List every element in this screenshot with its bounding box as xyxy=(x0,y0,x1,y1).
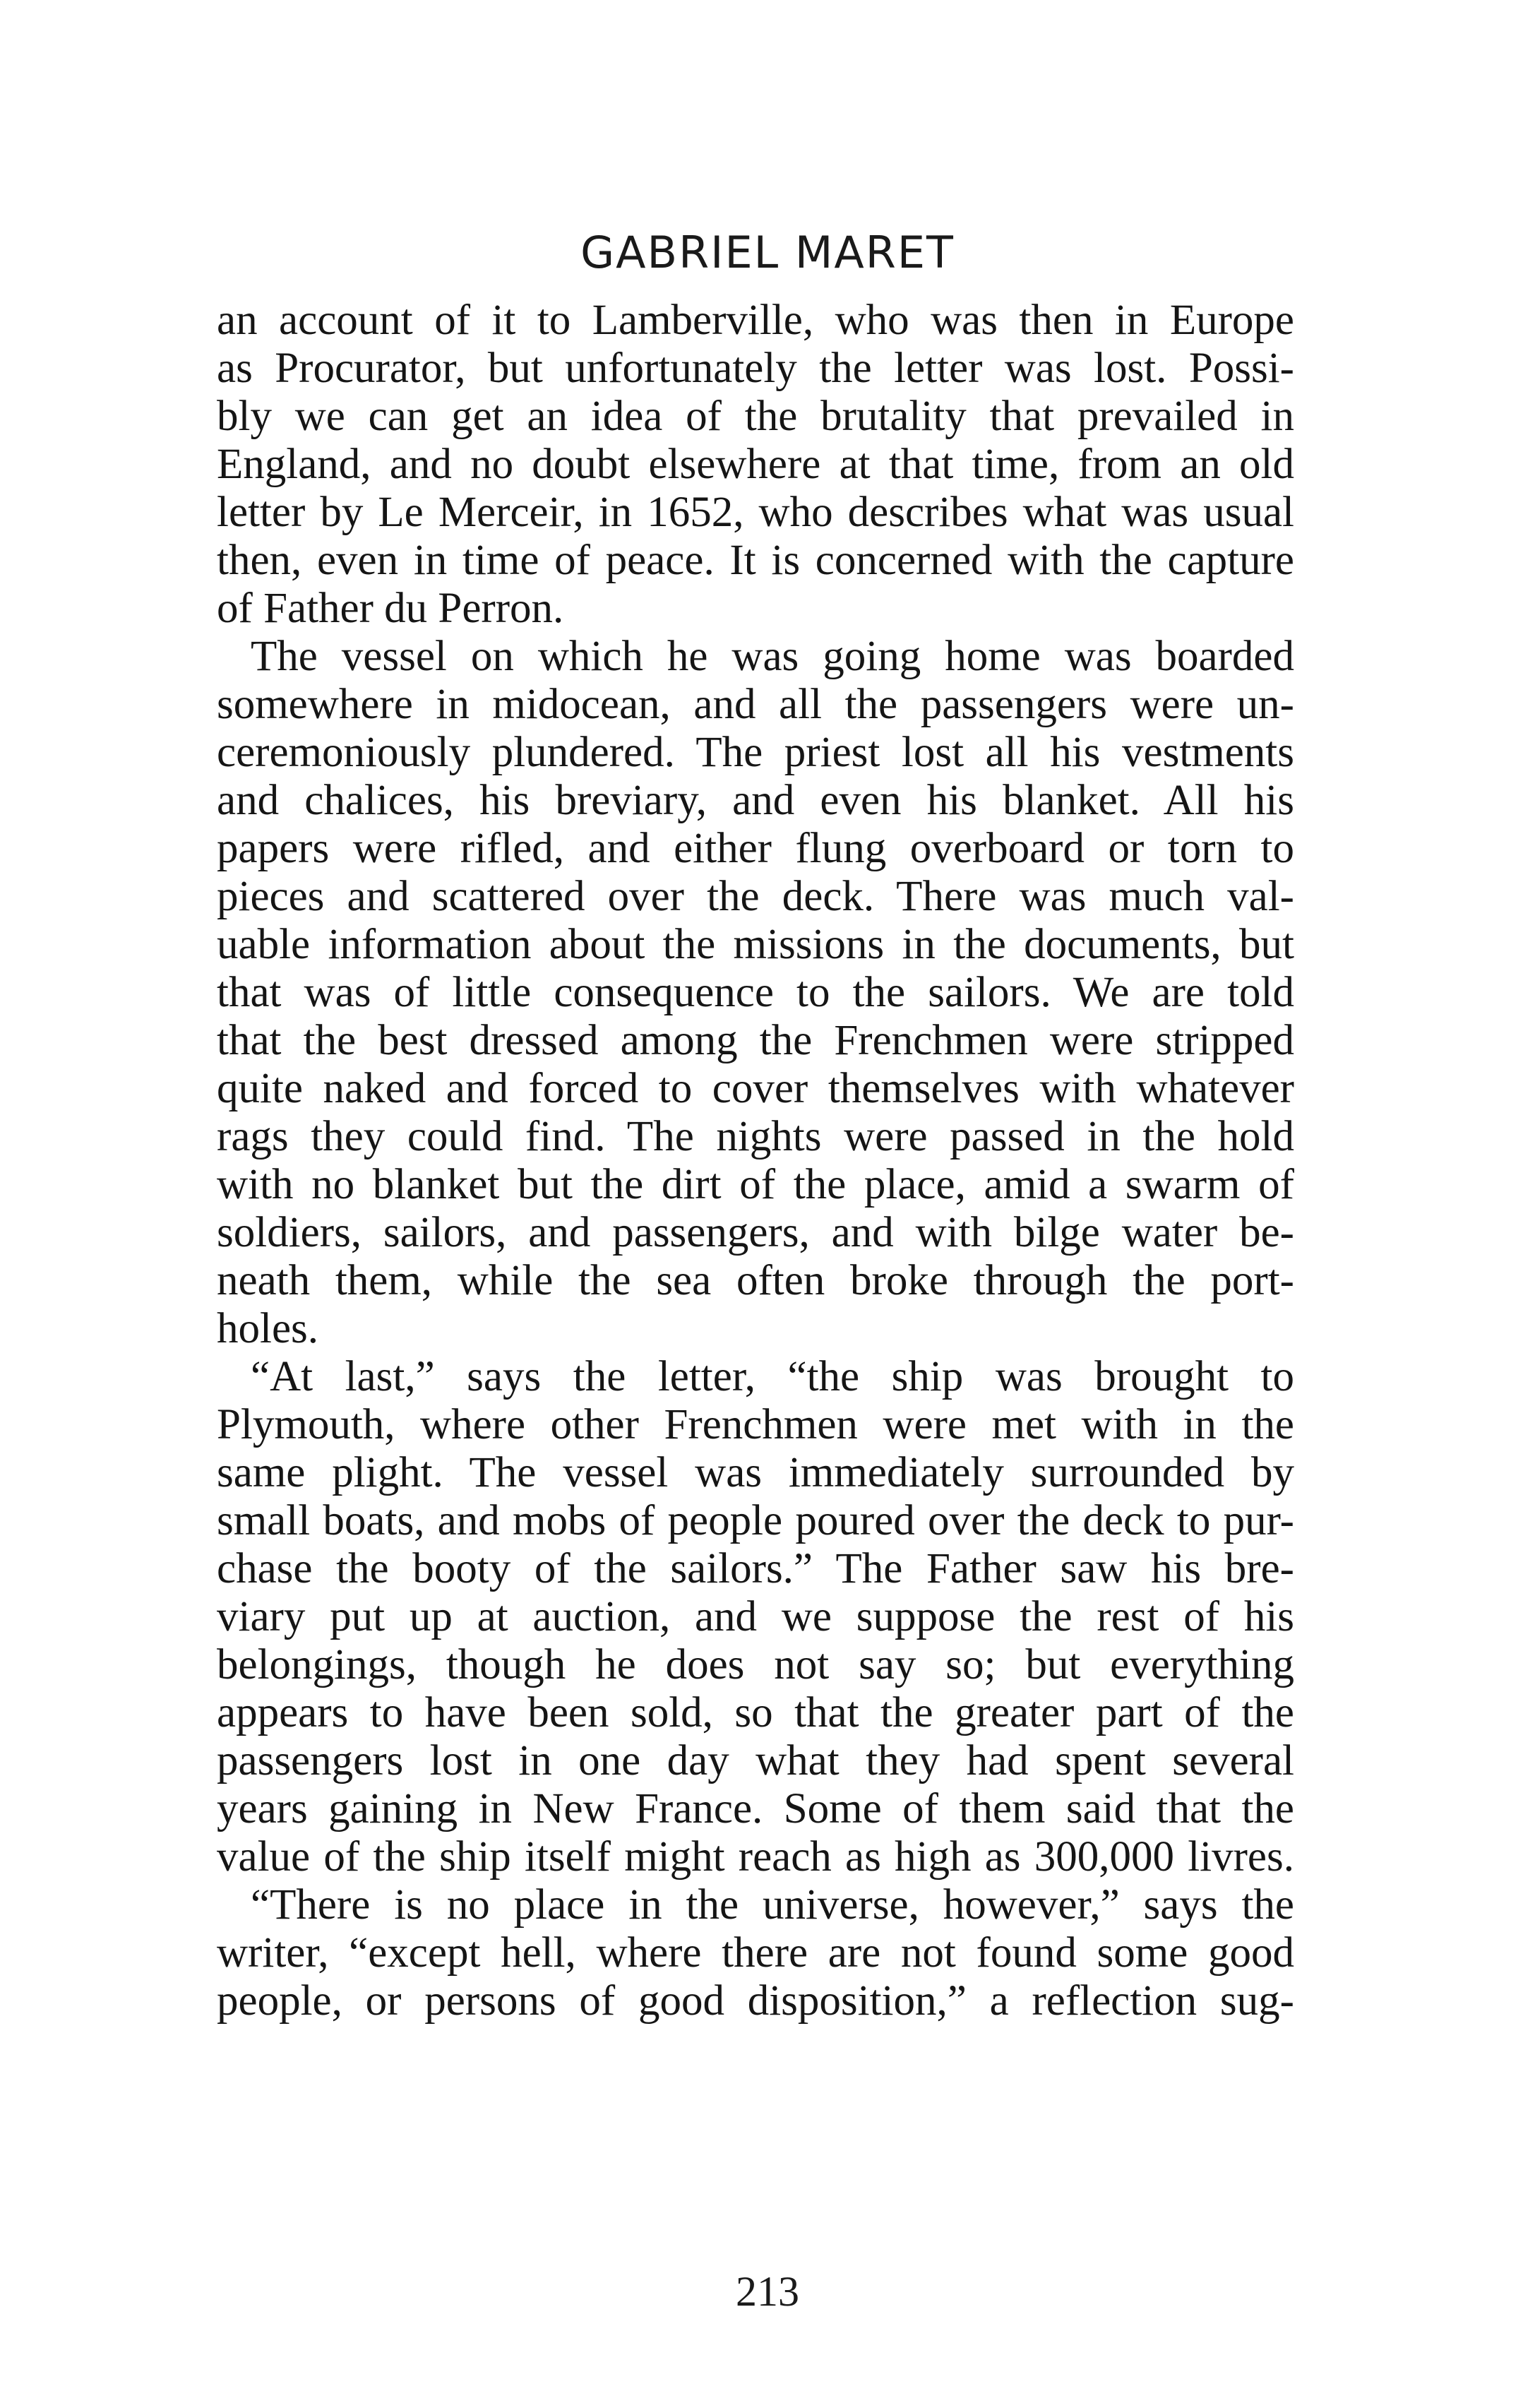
text-line: viary put up at auction, and we suppose the rest of his xyxy=(217,1593,1294,1640)
text-line: belongings, though he does not say so; but everything xyxy=(217,1641,1294,1688)
text-line: writer, “except hell, where there are not found some good xyxy=(217,1929,1294,1977)
text-line: bly we can get an idea of the brutality that prevailed in xyxy=(217,393,1294,440)
running-head: GABRIEL MARET xyxy=(580,227,955,278)
text-line: of Father du Perron. xyxy=(217,585,564,632)
text-line: uable information about the missions in the documents, but xyxy=(217,921,1294,968)
text-line: The vessel on which he was going home was boarded xyxy=(251,633,1294,680)
text-line: and chalices, his breviary, and even his blanket. All his xyxy=(217,777,1294,824)
text-line: passengers lost in one day what they had spent several xyxy=(217,1737,1294,1784)
text-line: holes. xyxy=(217,1305,319,1352)
text-line: soldiers, sailors, and passengers, and with bilge water be- xyxy=(217,1209,1294,1256)
text-line: as Procurator, but unfortunately the letter was lost. Possi- xyxy=(217,345,1294,392)
text-line: small boats, and mobs of people poured over the deck to pur- xyxy=(217,1497,1294,1544)
text-line: “There is no place in the universe, however,” says the xyxy=(251,1881,1294,1929)
text-line: letter by Le Merceir, in 1652, who describes what was usual xyxy=(217,489,1294,536)
text-line: same plight. The vessel was immediately surrounded by xyxy=(217,1449,1294,1496)
text-line: rags they could find. The nights were passed in the hold xyxy=(217,1113,1294,1160)
text-line: somewhere in midocean, and all the passengers were un- xyxy=(217,681,1294,728)
text-line: chase the booty of the sailors.” The Father saw his bre- xyxy=(217,1545,1294,1592)
text-line: “At last,” says the letter, “the ship was brought to xyxy=(251,1353,1294,1400)
text-line: appears to have been sold, so that the greater part of the xyxy=(217,1689,1294,1736)
text-line: papers were rifled, and either flung overboard or torn to xyxy=(217,825,1294,872)
text-line: pieces and scattered over the deck. There was much val- xyxy=(217,873,1294,920)
text-line: ceremoniously plundered. The priest lost all his vestments xyxy=(217,729,1294,776)
text-line: neath them, while the sea often broke through the port- xyxy=(217,1257,1294,1304)
text-line: people, or persons of good disposition,” a reflection sug- xyxy=(217,1977,1294,2025)
text-line: years gaining in New France. Some of them said that the xyxy=(217,1785,1294,1832)
text-line: an account of it to Lamberville, who was then in Europe xyxy=(217,297,1294,344)
text-line: that was of little consequence to the sailors. We are told xyxy=(217,969,1294,1016)
text-line: quite naked and forced to cover themselves with whatever xyxy=(217,1065,1294,1112)
text-line: that the best dressed among the Frenchmen were stripped xyxy=(217,1017,1294,1064)
text-line: with no blanket but the dirt of the place, amid a swarm of xyxy=(217,1161,1294,1208)
text-line: England, and no doubt elsewhere at that time, from an old xyxy=(217,441,1294,488)
page-number: 213 xyxy=(736,2268,799,2315)
text-line: then, even in time of peace. It is concerned with the capture xyxy=(217,537,1294,584)
text-line: value of the ship itself might reach as high as 300,000 livres. xyxy=(217,1833,1294,1880)
text-line: Plymouth, where other Frenchmen were met with in the xyxy=(217,1401,1294,1448)
